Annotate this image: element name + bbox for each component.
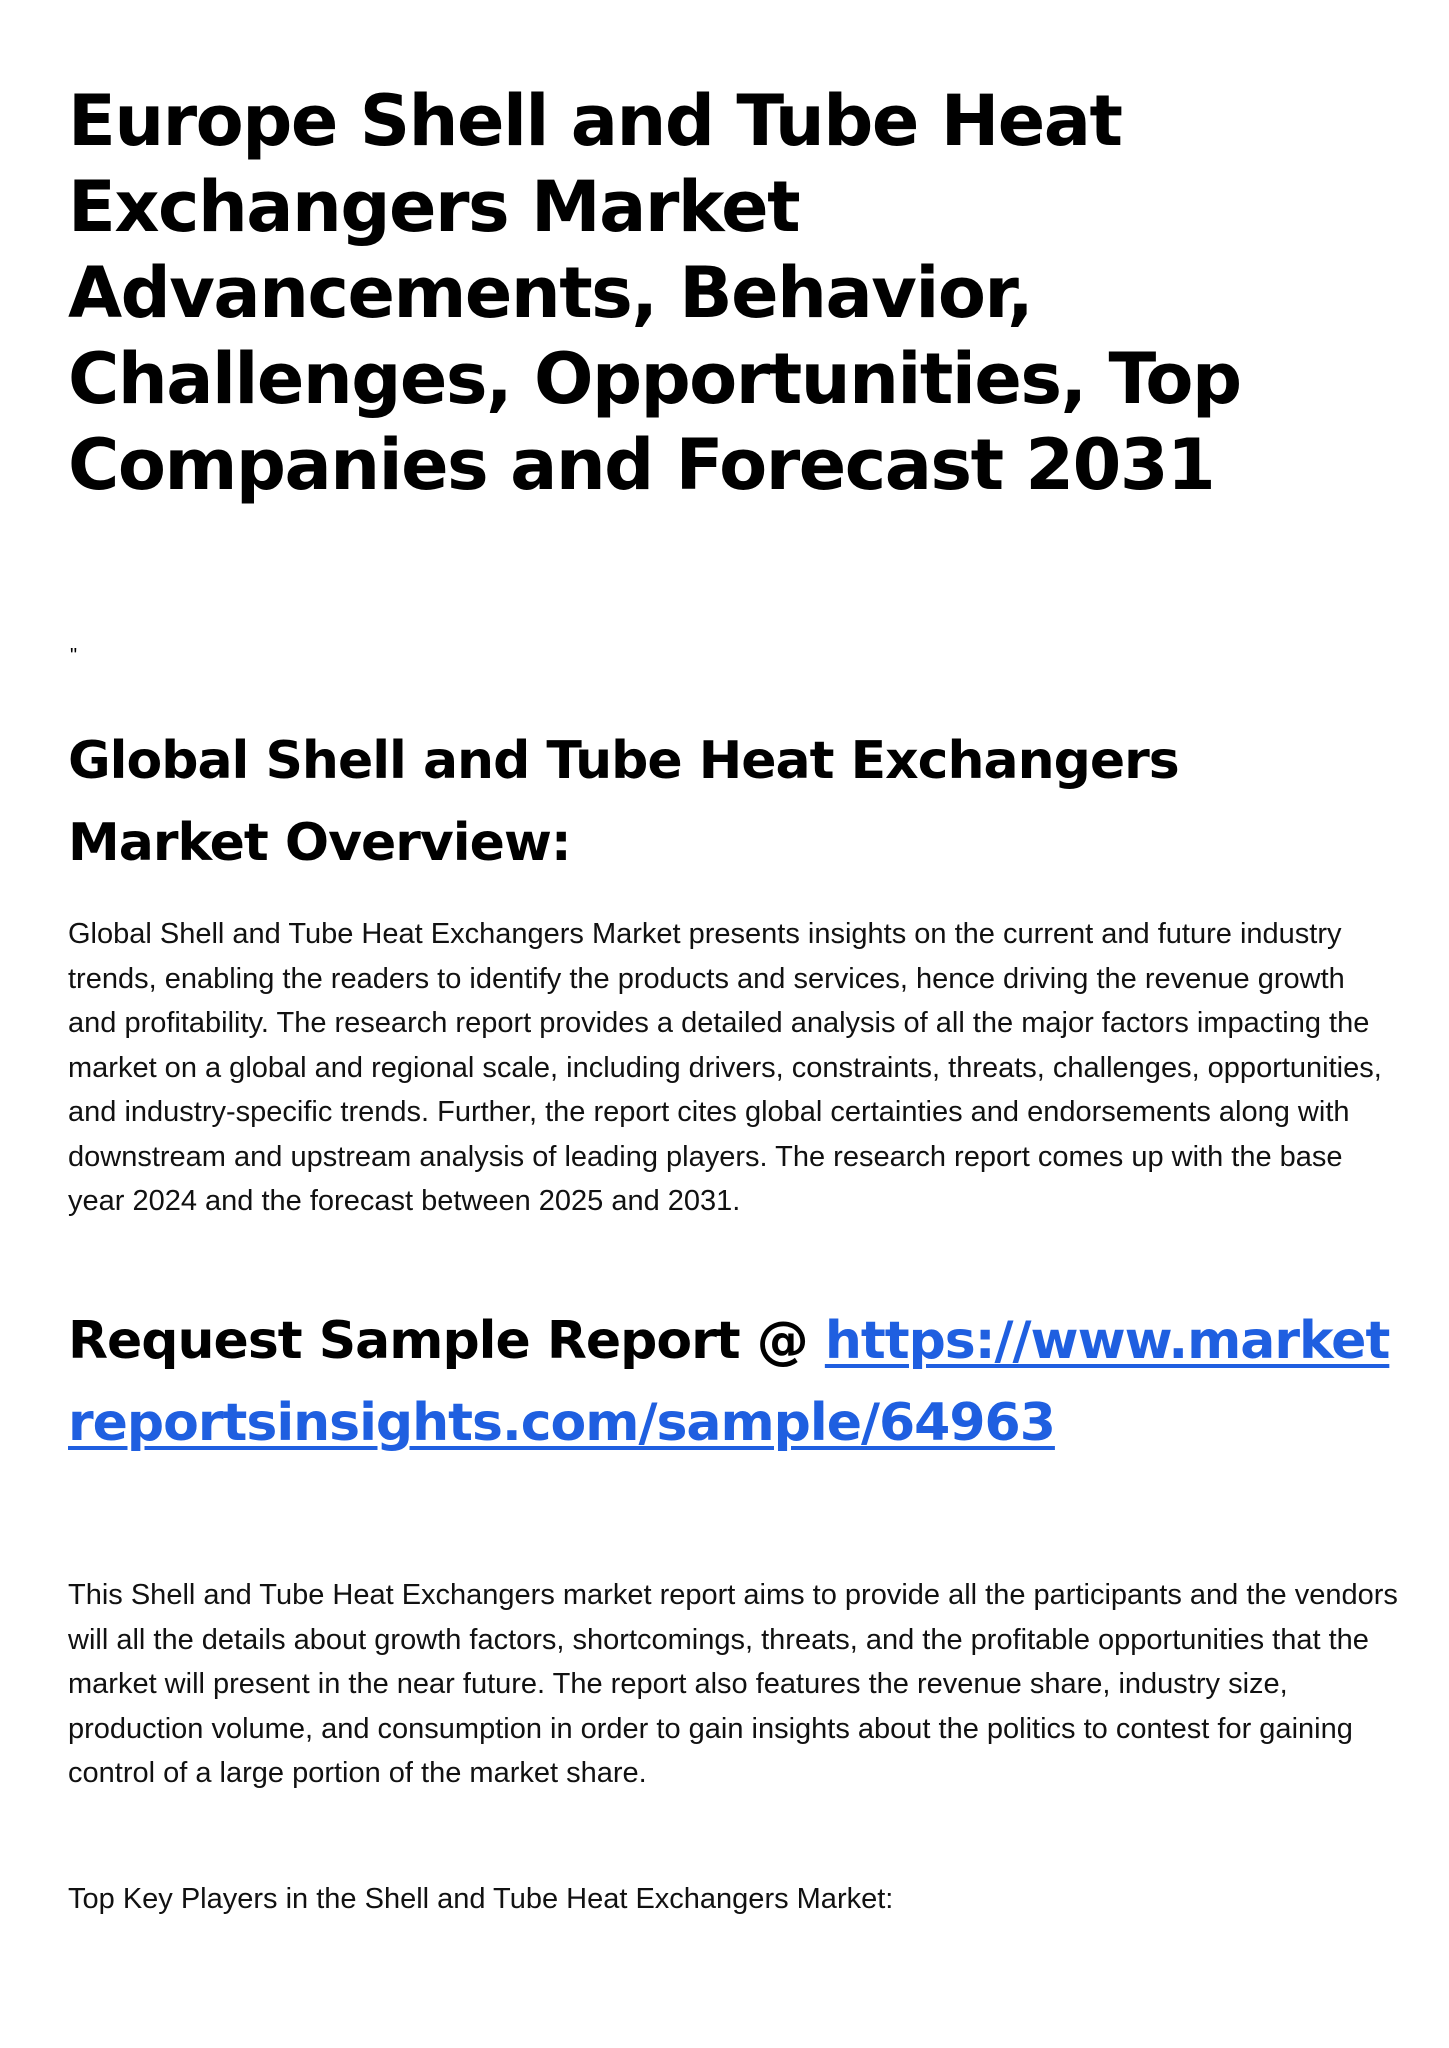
page-title: Europe Shell and Tube Heat Exchangers Market Advancements, Behavior, Challenges, Opportunities, Top Companies and Forecast 2031 xyxy=(68,80,1241,506)
request-sample-label: Request Sample Report @ xyxy=(68,1311,825,1371)
request-sample-heading xyxy=(68,1300,1408,1464)
stray-quote-mark: " xyxy=(70,645,78,667)
key-players-label: Top Key Players in the Shell and Tube Heat Exchangers Market: xyxy=(68,1883,894,1915)
report-description-paragraph: This Shell and Tube Heat Exchangers market report aims to provide all the participants and the vendors will all the details about growth factors, shortcomings, threats, and the profitable opportunities that the market will present in the near future. The report also features the revenue share, industry size, production volume, and consumption in order to gain insights about the politics to contest for gaining control of a large portion of the market share. xyxy=(68,1579,1398,1789)
sample-report-link[interactable]: https://www.marketreportsinsights.com/sample/64963 xyxy=(68,1311,1390,1453)
overview-paragraph: Global Shell and Tube Heat Exchangers Market presents insights on the current and future industry trends, enabling the readers to identify the products and services, hence driving the revenue growth and profitability. The research report provides a detailed analysis of all the major factors impacting the market on a global and regional scale, including drivers, constraints, threats, challenges, opportunities, and industry-specific trends. Further, the report cites global certainties and endorsements along with downstream and upstream analysis of leading players. The research report comes up with the base year 2024 and the forecast between 2025 and 2031. xyxy=(68,918,1382,1217)
overview-heading: Global Shell and Tube Heat Exchangers Market Overview: xyxy=(68,731,1179,873)
